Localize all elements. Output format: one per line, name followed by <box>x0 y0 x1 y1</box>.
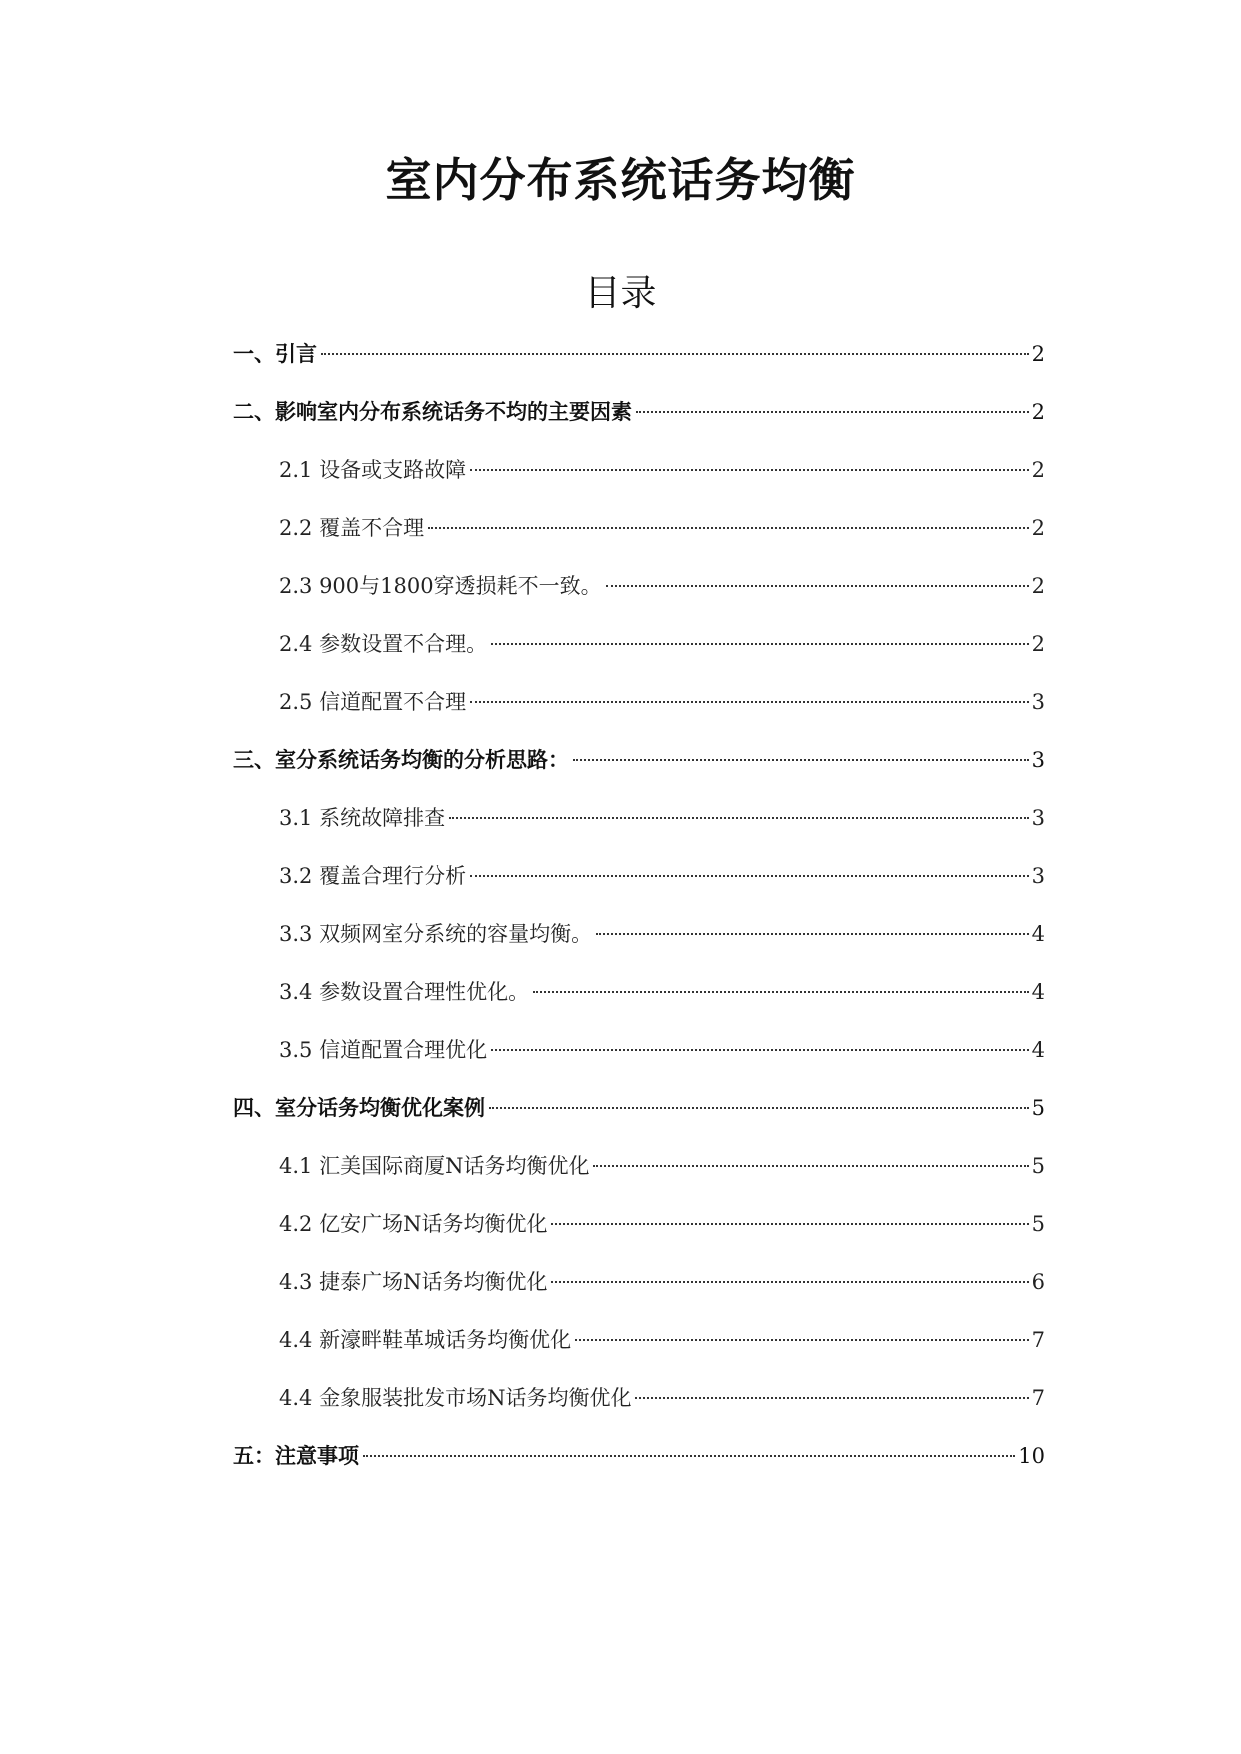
toc-entry-label: 3.5 信道配置合理优化 <box>279 1038 488 1062</box>
toc-entry-page: 3 <box>1031 748 1045 772</box>
toc-entry-3-1[interactable] <box>233 789 1045 847</box>
toc-entry-page: 2 <box>1031 574 1045 598</box>
toc-dot-leader <box>363 1455 1015 1457</box>
toc-entry-page: 2 <box>1031 516 1045 540</box>
toc-dot-leader <box>575 1339 1029 1341</box>
toc-entry-section-3[interactable] <box>233 731 1045 789</box>
toc-entry-label: 2.2 覆盖不合理 <box>279 516 425 540</box>
toc-entry-page: 5 <box>1031 1212 1045 1236</box>
toc-dot-leader <box>491 643 1029 645</box>
toc-dot-leader <box>470 875 1029 877</box>
toc-dot-leader <box>573 759 1029 761</box>
toc-entry-4-4a[interactable] <box>233 1311 1045 1369</box>
toc-entry-label: 2.5 信道配置不合理 <box>279 690 467 714</box>
toc-entry-label: 3.3 双频网室分系统的容量均衡。 <box>279 922 593 946</box>
toc-entry-3-5[interactable] <box>233 1021 1045 1079</box>
toc-entry-page: 4 <box>1031 1038 1045 1062</box>
toc-entry-4-3[interactable] <box>233 1253 1045 1311</box>
toc-entry-4-2[interactable] <box>233 1195 1045 1253</box>
toc-entry-2-4[interactable] <box>233 615 1045 673</box>
toc-entry-label: 2.4 参数设置不合理。 <box>279 632 488 656</box>
toc-entry-label: 4.2 亿安广场N话务均衡优化 <box>279 1212 548 1236</box>
toc-entry-section-5[interactable] <box>233 1427 1045 1485</box>
toc-heading: 目录 <box>584 273 657 314</box>
document-title: 室内分布系统话务均衡 <box>385 153 856 207</box>
toc-entry-page: 4 <box>1031 980 1045 1004</box>
toc-dot-leader <box>489 1107 1029 1109</box>
toc-entry-page: 3 <box>1031 806 1045 830</box>
toc-entry-page: 2 <box>1031 458 1045 482</box>
table-of-contents <box>233 325 1045 1485</box>
toc-entry-label: 二、影响室内分布系统话务不均的主要因素 <box>233 399 632 424</box>
toc-entry-page: 2 <box>1031 342 1045 366</box>
toc-entry-page: 2 <box>1031 632 1045 656</box>
toc-entry-label: 4.4 新濠畔鞋革城话务均衡优化 <box>279 1328 572 1352</box>
toc-entry-page: 6 <box>1031 1270 1045 1294</box>
toc-entry-page: 2 <box>1031 400 1045 424</box>
toc-entry-label: 一、引言 <box>233 341 317 366</box>
toc-entry-label: 3.1 系统故障排查 <box>279 806 446 830</box>
toc-dot-leader <box>551 1281 1028 1283</box>
toc-entry-label: 3.4 参数设置合理性优化。 <box>279 980 530 1004</box>
toc-entry-4-1[interactable] <box>233 1137 1045 1195</box>
toc-dot-leader <box>593 1165 1028 1167</box>
toc-entry-page: 4 <box>1031 922 1045 946</box>
toc-dot-leader <box>596 933 1029 935</box>
toc-entry-page: 5 <box>1031 1096 1045 1120</box>
toc-entry-3-3[interactable] <box>233 905 1045 963</box>
toc-entry-label: 四、室分话务均衡优化案例 <box>233 1095 485 1120</box>
toc-dot-leader <box>491 1049 1029 1051</box>
toc-dot-leader <box>449 817 1029 819</box>
toc-entry-section-2[interactable] <box>233 383 1045 441</box>
toc-entry-page: 10 <box>1018 1444 1045 1468</box>
toc-entry-label: 4.3 捷泰广场N话务均衡优化 <box>279 1270 548 1294</box>
toc-entry-introduction[interactable] <box>233 325 1045 383</box>
toc-entry-4-4b[interactable] <box>233 1369 1045 1427</box>
toc-dot-leader <box>636 411 1029 413</box>
toc-entry-3-4[interactable] <box>233 963 1045 1021</box>
toc-dot-leader <box>551 1223 1028 1225</box>
toc-entry-2-3[interactable] <box>233 557 1045 615</box>
toc-entry-page: 7 <box>1031 1328 1045 1352</box>
toc-dot-leader <box>321 353 1029 355</box>
toc-entry-2-1[interactable] <box>233 441 1045 499</box>
toc-entry-label: 3.2 覆盖合理行分析 <box>279 864 467 888</box>
toc-entry-3-2[interactable] <box>233 847 1045 905</box>
toc-entry-label: 五：注意事项 <box>233 1443 359 1468</box>
toc-entry-section-4[interactable] <box>233 1079 1045 1137</box>
toc-dot-leader <box>470 469 1029 471</box>
toc-entry-label: 三、室分系统话务均衡的分析思路： <box>233 747 569 772</box>
toc-entry-page: 3 <box>1031 864 1045 888</box>
toc-dot-leader <box>635 1397 1028 1399</box>
toc-dot-leader <box>606 585 1029 587</box>
toc-dot-leader <box>428 527 1029 529</box>
toc-dot-leader <box>533 991 1029 993</box>
toc-entry-page: 7 <box>1031 1386 1045 1410</box>
toc-entry-page: 3 <box>1031 690 1045 714</box>
toc-entry-2-5[interactable] <box>233 673 1045 731</box>
toc-entry-page: 5 <box>1031 1154 1045 1178</box>
toc-entry-label: 4.1 汇美国际商厦N话务均衡优化 <box>279 1154 590 1178</box>
toc-entry-label: 2.3 900与1800穿透损耗不一致。 <box>279 574 602 598</box>
toc-entry-2-2[interactable] <box>233 499 1045 557</box>
toc-dot-leader <box>470 701 1029 703</box>
toc-entry-label: 2.1 设备或支路故障 <box>279 458 467 482</box>
toc-entry-label: 4.4 金象服装批发市场N话务均衡优化 <box>279 1386 632 1410</box>
